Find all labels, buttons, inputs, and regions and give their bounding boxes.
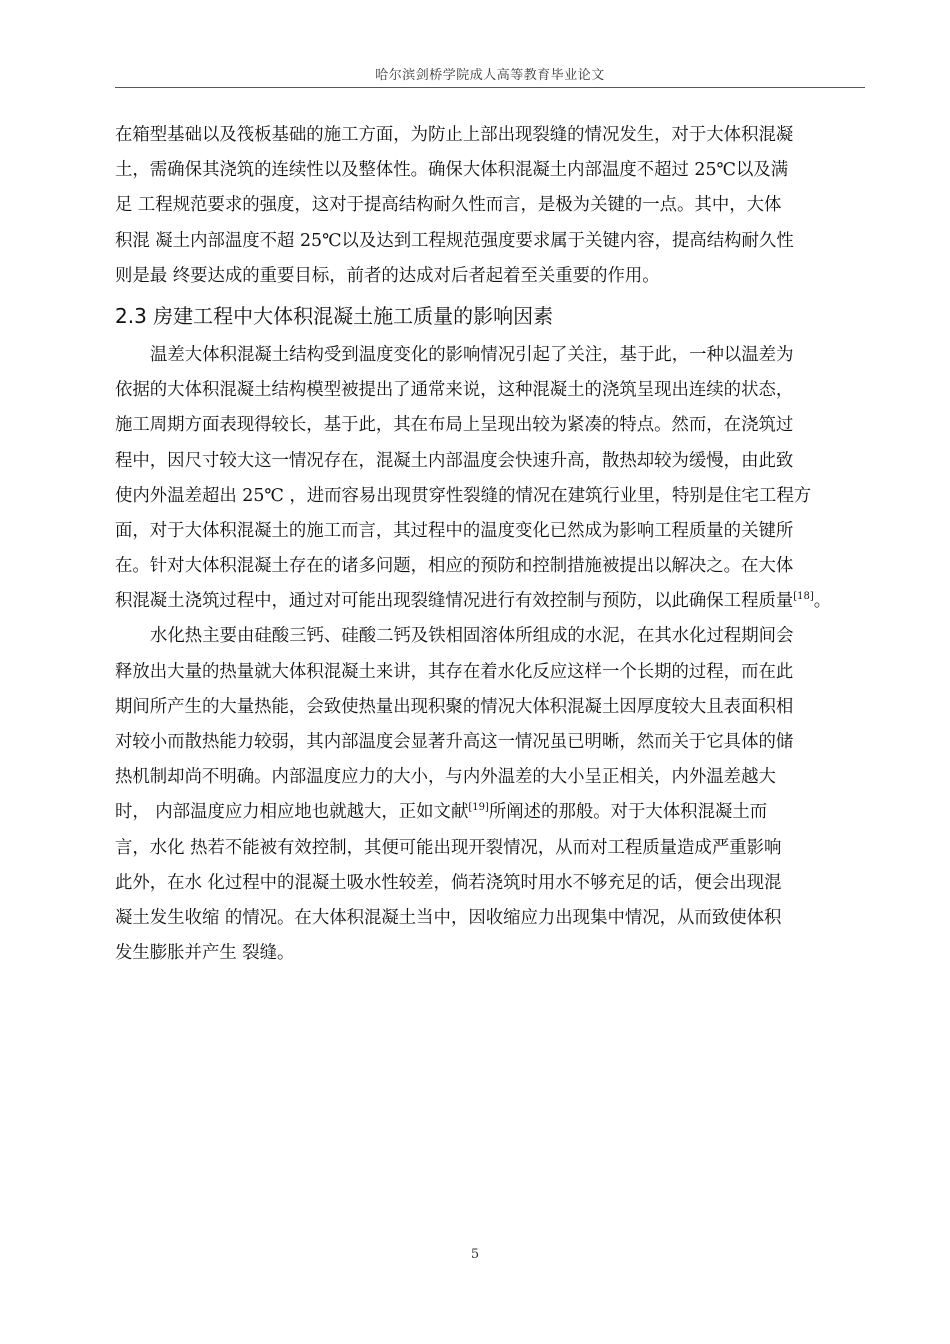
text-line: 程中，因尺寸较大这一情况存在，混凝土内部温度会快速升高，散热却较为缓慢，由此致: [115, 450, 794, 471]
text-line-with-citation: [115, 584, 865, 619]
text-line: 对较小而散热能力较弱，其内部温度会显著升高这一情况虽已明晰，然而关于它具体的储: [115, 732, 794, 752]
citation-ref-18: [18]: [793, 591, 814, 603]
text-line: 施工周期方面表现得较长，基于此，其在布局上呈现出较为紧凑的特点。然而，在浇筑过: [115, 415, 794, 436]
header-divider: [115, 87, 865, 88]
page-header: 哈尔滨剑桥学院成人高等教育毕业论文: [375, 68, 605, 83]
text-line: 土，需确保其浇筑的连续性以及整体性。确保大体积混凝土内部温度不超过 25℃以及满: [115, 160, 789, 181]
text-line: 言，水化 热若不能被有效控制，其便可能出现开裂情况，从而对工程质量造成严重影响: [115, 837, 782, 858]
text-line: 发生膨胀并产生 裂缝。: [115, 943, 295, 964]
paragraph-2: [115, 338, 865, 620]
text-line: 足 工程规范要求的强度，这对于提高结构耐久性而言，是极为关键的一点。其中，大体: [115, 195, 782, 216]
text-line: 使内外温差超出 25℃ ，进而容易出现贯穿性裂缝的情况在建筑行业里，特别是住宅工程方: [115, 485, 812, 506]
page-number: 5: [470, 1247, 480, 1262]
text-line: 凝土发生收缩 的情况。在大体积混凝土当中，因收缩应力出现集中情况，从而致使体积: [115, 907, 782, 928]
text-segment: 时， 内部温度应力相应地也就越大，正如文献: [115, 802, 469, 823]
text-line: 则是最 终要达成的重要目标，前者的达成对后者起着至关重要的作用。: [115, 265, 660, 286]
text-line: 积混 凝土内部温度不超 25℃以及达到工程规范强度要求属于关键内容，提高结构耐久性: [115, 230, 794, 251]
text-line: 在。针对大体积混凝土存在的诸多问题，相应的预防和控制措施被提出以解决之。在大体: [115, 556, 794, 577]
text-line: 依据的大体积混凝土结构模型被提出了通常来说，这种混凝土的浇筑呈现出连续的状态，: [115, 380, 794, 401]
citation-ref-19: [19]: [468, 802, 489, 814]
text-line: 水化热主要由硅酸三钙、硅酸二钙及铁相固溶体所组成的水泥，在其水化过程期间会: [150, 626, 794, 647]
text-line: 期间所产生的大量热能，会致使热量出现积聚的情况大体积混凝土因厚度较大且表面积相: [115, 696, 794, 717]
text-line-with-citation: [115, 795, 865, 830]
text-line: 热机制却尚不明确。内部温度应力的大小，与内外温差的大小呈正相关，内外温差越大: [115, 767, 776, 788]
section-heading: 2.3 房建工程中大体积混凝土施工质量的影响因素: [115, 303, 554, 328]
paragraph-1: [115, 118, 865, 294]
text-line: 面，对于大体积混凝土的施工而言，其过程中的温度变化已然成为影响工程质量的关键所: [115, 520, 794, 541]
text-segment: 所阐述的那般。对于大体积混凝土而: [488, 802, 768, 823]
text-line: 此外，在水 化过程中的混凝土吸水性较差，倘若浇筑时用水不够充足的话，便会出现混: [115, 872, 782, 893]
text-segment: 积混凝土浇筑过程中，通过对可能出现裂缝情况进行有效控制与预防，以此确保工程质量: [115, 591, 794, 612]
paragraph-3: [115, 619, 865, 971]
text-line: 温差大体积混凝土结构受到温度变化的影响情况引起了关注，基于此，一种以温差为: [150, 344, 794, 365]
text-segment: 。: [813, 591, 832, 612]
document-body: [115, 118, 865, 971]
text-line: 在箱型基础以及筏板基础的施工方面，为防止上部出现裂缝的情况发生，对于大体积混凝: [115, 125, 794, 145]
text-line: 释放出大量的热量就大体积混凝土来讲，其存在着水化反应这样一个长期的过程，而在此: [115, 661, 794, 682]
